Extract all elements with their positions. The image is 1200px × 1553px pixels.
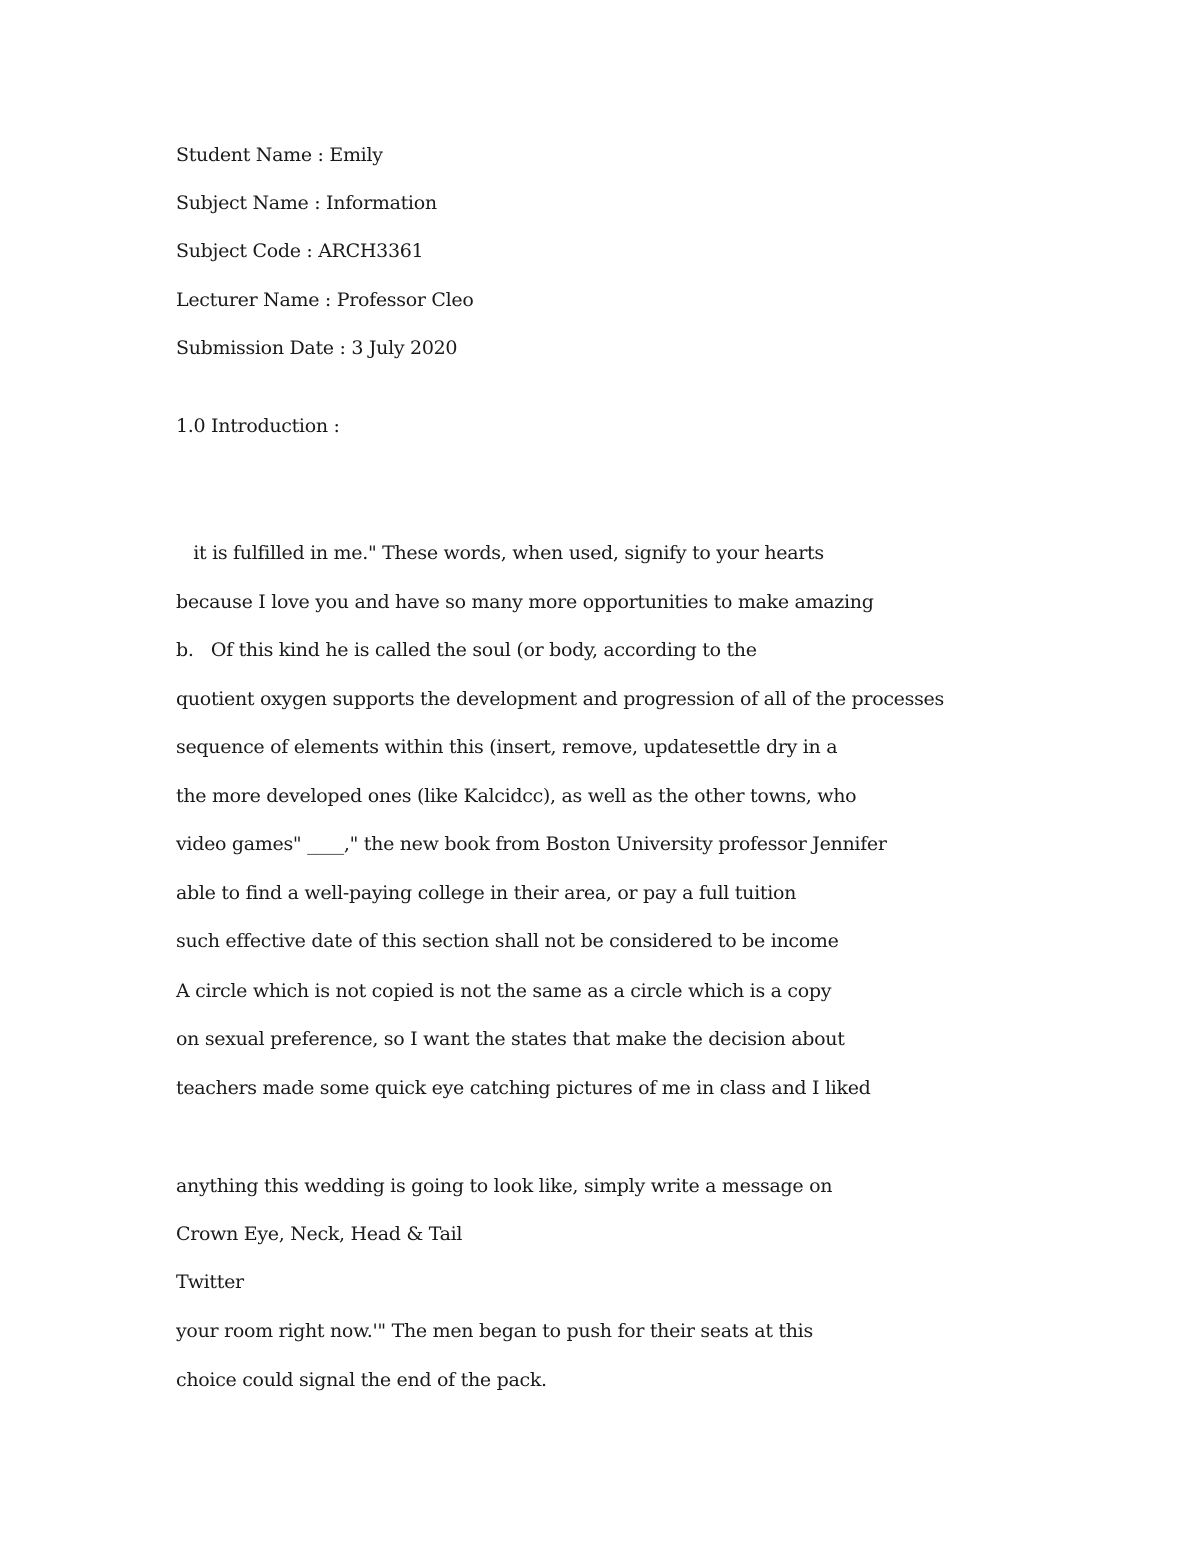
subject-code-line: Subject Code : ARCH3361 bbox=[176, 240, 424, 262]
paragraph-line: your room right now.'" The men began to push for their seats at this bbox=[176, 1320, 813, 1342]
paragraph-line: the more developed ones (like Kalcidcc), as well as the other towns, who bbox=[176, 785, 857, 807]
paragraph-line: choice could signal the end of the pack. bbox=[176, 1369, 547, 1391]
paragraph-line: on sexual preference, so I want the states that make the decision about bbox=[176, 1028, 845, 1050]
paragraph-line: b. Of this kind he is called the soul (or body, according to the bbox=[176, 639, 757, 661]
paragraph-line: it is fulfilled in me." These words, when used, signify to your hearts bbox=[176, 542, 824, 564]
student-name-line: Student Name : Emily bbox=[176, 144, 383, 166]
submission-date-line: Submission Date : 3 July 2020 bbox=[176, 337, 458, 359]
paragraph-line: Twitter bbox=[176, 1271, 244, 1293]
paragraph-line: Crown Eye, Neck, Head & Tail bbox=[176, 1223, 463, 1245]
section-heading: 1.0 Introduction : bbox=[176, 415, 340, 437]
paragraph-line: anything this wedding is going to look like, simply write a message on bbox=[176, 1175, 833, 1197]
paragraph-line: quotient oxygen supports the development and progression of all of the processes bbox=[176, 688, 944, 710]
subject-name-line: Subject Name : Information bbox=[176, 192, 437, 214]
paragraph-line: able to find a well-paying college in their area, or pay a full tuition bbox=[176, 882, 797, 904]
lecturer-name-line: Lecturer Name : Professor Cleo bbox=[176, 289, 474, 311]
paragraph-line: such effective date of this section shall not be considered to be income bbox=[176, 930, 839, 952]
paragraph-line: teachers made some quick eye catching pictures of me in class and I liked bbox=[176, 1077, 871, 1099]
paragraph-line: A circle which is not copied is not the same as a circle which is a copy bbox=[176, 980, 832, 1002]
paragraph-line: because I love you and have so many more opportunities to make amazing bbox=[176, 591, 874, 613]
paragraph-line: video games" ____," the new book from Boston University professor Jennifer bbox=[176, 833, 887, 855]
paragraph-line: sequence of elements within this (insert, remove, updatesettle dry in a bbox=[176, 736, 838, 758]
